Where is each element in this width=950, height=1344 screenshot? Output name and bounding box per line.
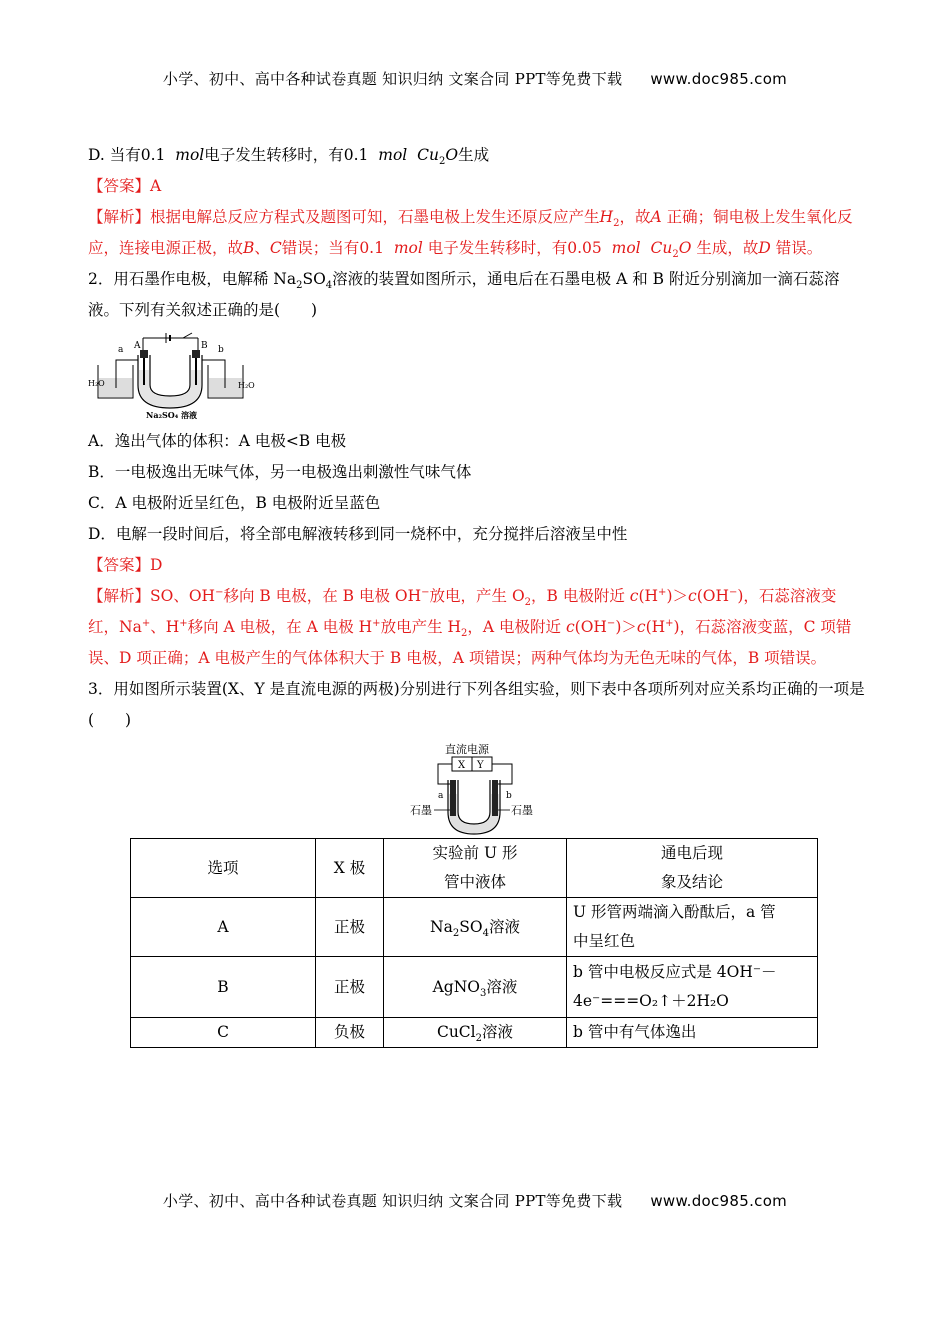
q2-analysis: 【解析】SO、OH−移向 B 电极，在 B 电极 OH−放电，产生 $O_2$，B 电极附近 c(H+)＞c(OH−)，石蕊溶液变红，Na+、H+移向 A 电极，在 A 电极 H+放电产生 $H_2$，A 电极附近 c(OH−)＞c(H+)，石蕊溶液变蓝，C 项错误、D 项正确；A 电极产生的气体体积大于 B 电极，A 项错误；两种气体均为无色无味的气体，B 项错误。	[88, 586, 852, 667]
header-result: 通电后现 象及结论	[567, 839, 818, 898]
table-row: C 负极 CuCl$_2$溶液 b 管中有气体逸出	[131, 1018, 818, 1048]
fig1-label-h2o-right: H₂O	[238, 381, 255, 390]
fig1-label-a: a	[118, 345, 124, 355]
fig2-power-label: 直流电源	[444, 743, 489, 756]
footer-text: 小学、初中、高中各种试卷真题 知识归纳 文案合同 PPT等免费下载	[162, 1192, 623, 1210]
fig2-x-label: X	[457, 760, 465, 771]
q2-option-d: D．电解一段时间后，将全部电解液转移到同一烧杯中，充分搅拌后溶液呈中性	[88, 525, 628, 543]
content	[88, 140, 866, 1048]
header-liquid: 实验前 U 形 管中液体	[384, 839, 567, 898]
fig2-label-a: a	[437, 791, 443, 801]
q2-option-c: C．A 电极附近呈红色，B 电极附近呈蓝色	[88, 494, 381, 512]
table-row: A 正极 $Na_2SO_4$溶液 U 形管两端滴入酚酞后，a 管 中呈红色	[131, 898, 818, 957]
table-header-row	[131, 839, 818, 898]
fig2-y-label: Y	[476, 760, 484, 771]
footer-url[interactable]: www.doc985.com	[650, 1192, 788, 1210]
q2-option-b: B．一电极逸出无味气体，另一电极逸出刺激性气味气体	[88, 463, 472, 481]
experiment-table	[130, 838, 818, 1048]
fig1-label-b: b	[218, 345, 224, 355]
q3-stem: 3．用如图所示装置(X、Y 是直流电源的两极)分别进行下列各组实验，则下表中各项所列对应关系均正确的一项是( )	[88, 680, 865, 729]
q2-stem: 2．用石墨作电极，电解稀 $Na_2SO_4$溶液的装置如图所示，通电后在石墨电极 A 和 B 附近分别滴加一滴石蕊溶液。下列有关叙述正确的是( )	[88, 270, 840, 319]
fig2-left-graphite: 石墨	[409, 804, 432, 817]
q1-analysis: 【解析】根据电解总反应方程式及题图可知，石墨电极上发生还原反应产生$H_2$，故A 正确；铜电极上发生氧化反应，连接电源正极，故B、C错误；当有0.1 mol 电子发生转移时，有0.05 mol $Cu_2O$ 生成，故D 错误。	[88, 208, 853, 261]
electrolysis-apparatus-figure	[88, 330, 263, 420]
header-url[interactable]: www.doc985.com	[650, 70, 788, 88]
fig2-label-b: b	[505, 791, 512, 801]
u-tube-figure	[410, 742, 545, 838]
fig2-right-graphite: 石墨	[510, 804, 533, 817]
q1-option-d: D. 当有0.1 mol电子发生转移时，有0.1 mol $Cu_2O$生成	[88, 146, 490, 168]
fig1-label-h2o-left: H₂O	[88, 379, 105, 388]
fig1-label-A: A	[134, 341, 141, 351]
header-x-pole: X 极	[316, 839, 384, 898]
q2-option-a: A．逸出气体的体积：A 电极<B 电极	[88, 432, 347, 450]
q2-answer: 【答案】D	[88, 556, 163, 574]
header-option: 选项	[131, 839, 316, 898]
fig1-label-B: B	[201, 341, 208, 351]
fig1-label-solution: Na₂SO₄ 溶液	[146, 410, 198, 420]
page-footer	[0, 1190, 950, 1211]
table-row: B 正极 AgNO$_3$溶液 b 管中电极反应式是 4OH⁻－ 4e⁻===O₂↑＋2H₂O	[131, 957, 818, 1018]
page-header	[0, 68, 950, 89]
header-text: 小学、初中、高中各种试卷真题 知识归纳 文案合同 PPT等免费下载	[162, 70, 623, 88]
q1-answer: 【答案】A	[88, 177, 162, 195]
